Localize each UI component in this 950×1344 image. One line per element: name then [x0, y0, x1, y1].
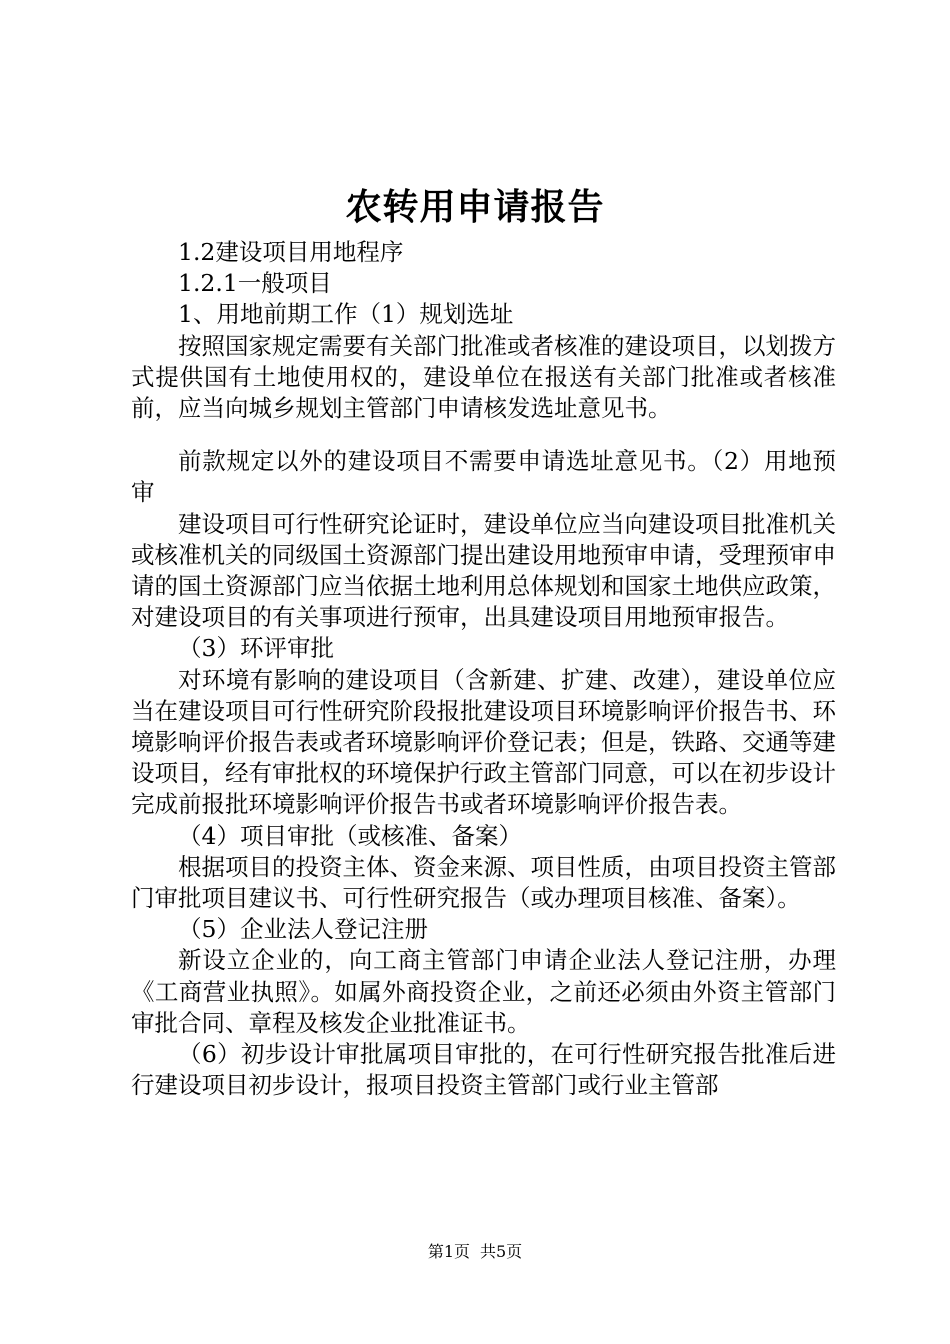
page-footer — [0, 1241, 950, 1263]
paragraph: 建设项目可行性研究论证时，建设单位应当向建设项目批准机关或核准机关的同级国土资源部门提出建设用地预审申请，受理预审申请的国土资源部门应当依据土地利用总体规划和国家土地供应政策，对建设项目的有关事项进行预审，出具建设项目用地预审报告。 — [131, 509, 836, 632]
paragraph-item-heading: （4）项目审批（或核准、备案） — [178, 821, 522, 850]
paragraph-item-heading: （3）环评审批 — [178, 634, 334, 663]
document-body — [131, 237, 836, 1101]
document-title: 农转用申请报告 — [345, 186, 605, 228]
paragraph: 前款规定以外的建设项目不需要申请选址意见书。（2）用地预审 — [131, 447, 836, 507]
page-number: 第1页 — [427, 1242, 470, 1261]
paragraph-subsection-heading: 1.2.1一般项目 — [178, 269, 332, 298]
paragraph-step-heading: 1、用地前期工作（1）规划选址 — [178, 300, 514, 329]
paragraph: 根据项目的投资主体、资金来源、项目性质，由项目投资主管部门审批项目建议书、可行性研究报告（或办理项目核准、备案）。 — [131, 852, 836, 913]
paragraph: （6）初步设计审批属项目审批的，在可行性研究报告批准后进行建设项目初步设计，报项目投资主管部门或行业主管部 — [131, 1040, 836, 1100]
paragraph-item-heading: （5）企业法人登记注册 — [178, 915, 428, 944]
paragraph: 按照国家规定需要有关部门批准或者核准的建设项目，以划拨方式提供国有土地使用权的，建设单位在报送有关部门批准或者核准前，应当向城乡规划主管部门申请核发选址意见书。 — [131, 331, 836, 423]
paragraph: 新设立企业的，向工商主管部门申请企业法人登记注册，办理《工商营业执照》。如属外商投资企业，之前还必须由外资主管部门审批合同、章程及核发企业批准证书。 — [131, 946, 836, 1037]
paragraph-section-heading: 1.2建设项目用地程序 — [178, 238, 404, 266]
paragraph: 对环境有影响的建设项目（含新建、扩建、改建），建设单位应当在建设项目可行性研究阶段报批建设项目环境影响评价报告书、环境影响评价报告表或者环境影响评价登记表；但是，铁路、交通等建设项目，经有审批权的环境保护行政主管部门同意，可以在初步设计完成前报批环境影响评价报告书或者环境影响评价报告表。 — [131, 665, 836, 819]
page-total: 共5页 — [480, 1242, 523, 1261]
